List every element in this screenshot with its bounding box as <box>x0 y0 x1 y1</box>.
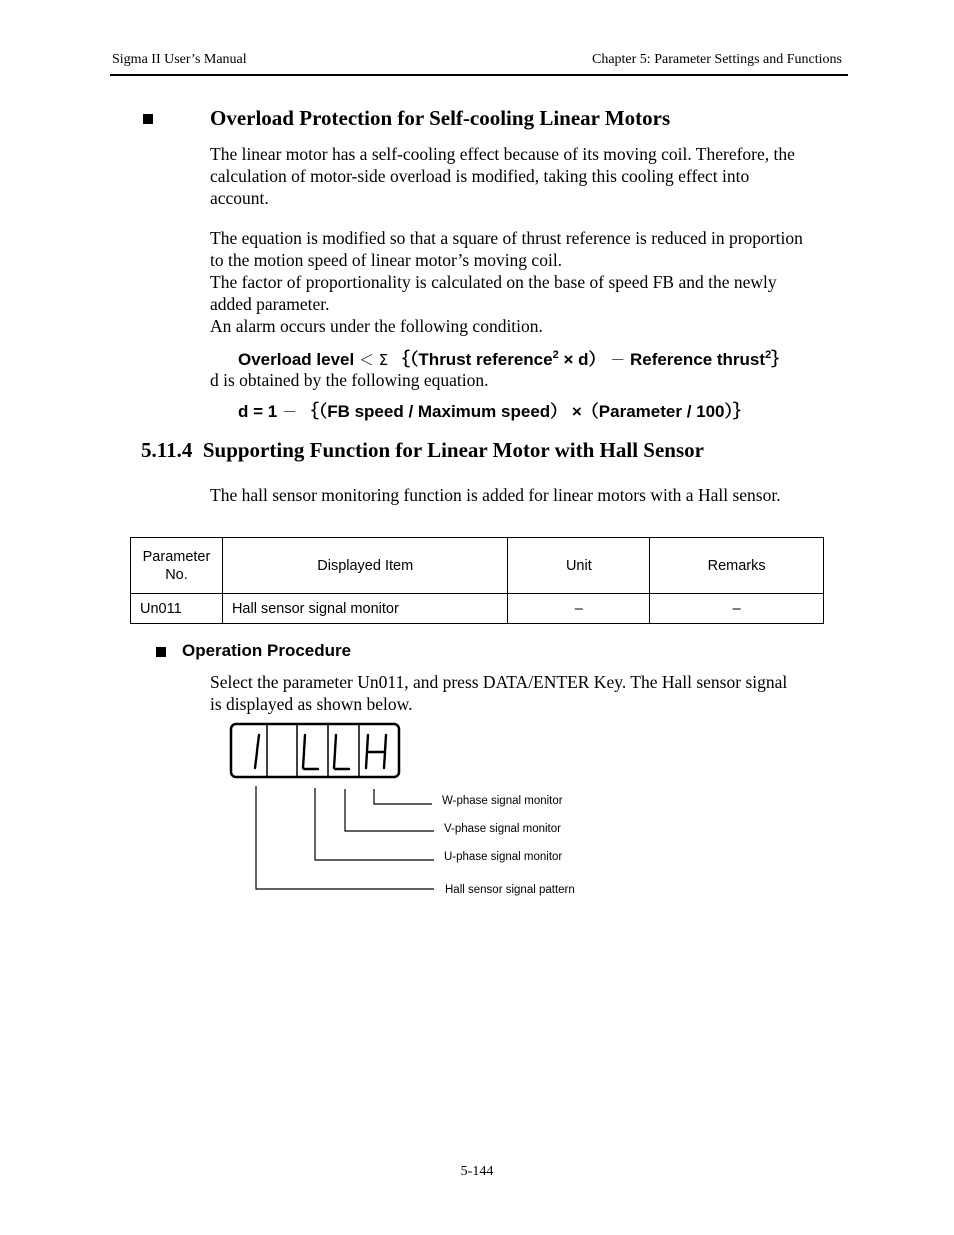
section-title-overload: Overload Protection for Self-cooling Linear Motors <box>210 106 671 130</box>
table-cell: Un011 <box>131 594 223 624</box>
text-line: added parameter. <box>210 294 330 314</box>
sigma-symbol: Σ <box>378 351 389 369</box>
column-header: Displayed Item <box>222 538 508 594</box>
section-intro: The hall sensor monitoring function is added for linear motors with a Hall sensor. <box>210 485 781 505</box>
eq-part: ｛（FB speed / Maximum speed） ×（Parameter / 100）｝ <box>301 402 751 421</box>
eq-part: Reference thrust <box>625 350 766 369</box>
text-line: is displayed as shown below. <box>210 694 413 714</box>
eq-part: ｝ <box>771 350 789 369</box>
eq-part: Overload level <box>238 350 359 369</box>
operation-title: Operation Procedure <box>182 641 352 660</box>
minus-symbol: － <box>281 403 297 421</box>
text-line: to the motion speed of linear motor’s moving coil. <box>210 250 563 270</box>
digit-l-glyph <box>303 735 318 769</box>
text-line: The factor of proportionality is calculated on the base of speed FB and the newly <box>210 272 777 292</box>
text-line: calculation of motor-side overload is modified, taking this cooling effect into <box>210 166 750 186</box>
u-phase-label: U-phase signal monitor <box>444 851 563 863</box>
equation-note: d is obtained by the following equation. <box>210 370 489 390</box>
section-title-5-11-4: 5.11.4 Supporting Function for Linear Motor with Hall Sensor <box>141 438 704 462</box>
eq-part: ｛（Thrust reference <box>392 350 553 369</box>
text-line: account. <box>210 188 269 208</box>
header-left: Sigma II User’s Manual <box>112 52 247 67</box>
pattern-label: Hall sensor signal pattern <box>445 884 575 896</box>
text-line: The equation is modified so that a square of thrust reference is reduced in proportion <box>210 228 803 248</box>
table-cell: – <box>650 594 824 624</box>
digit-h-glyph <box>366 735 386 768</box>
text-line: Select the parameter Un011, and press DATA/ENTER Key. The Hall sensor signal <box>210 672 788 692</box>
superscript: 2 <box>552 349 559 361</box>
v-phase-label: V-phase signal monitor <box>444 823 561 835</box>
column-header: Remarks <box>650 538 824 594</box>
eq-part: d = 1 <box>238 402 278 421</box>
superscript: 2 <box>765 349 772 361</box>
w-phase-label: W-phase signal monitor <box>442 795 563 807</box>
digit-1-glyph <box>255 735 259 768</box>
minus-symbol: － <box>610 351 626 369</box>
column-header: Parameter No. <box>131 538 223 594</box>
page-number: 5-144 <box>460 1164 494 1179</box>
eq-part: × d） <box>558 350 606 369</box>
table-cell: Hall sensor signal monitor <box>222 594 508 624</box>
w-phase-leader <box>374 789 432 804</box>
column-header: Unit <box>508 538 650 594</box>
header-right: Chapter 5: Parameter Settings and Functions <box>591 52 842 67</box>
table-cell: – <box>508 594 650 624</box>
digit-l-glyph <box>334 735 349 769</box>
less-than-symbol: ＜ <box>358 351 374 369</box>
v-phase-leader <box>345 789 434 831</box>
text-line: An alarm occurs under the following condition. <box>210 316 543 336</box>
text-line: The linear motor has a self-cooling effect because of its moving coil. Therefore, the <box>210 144 795 164</box>
